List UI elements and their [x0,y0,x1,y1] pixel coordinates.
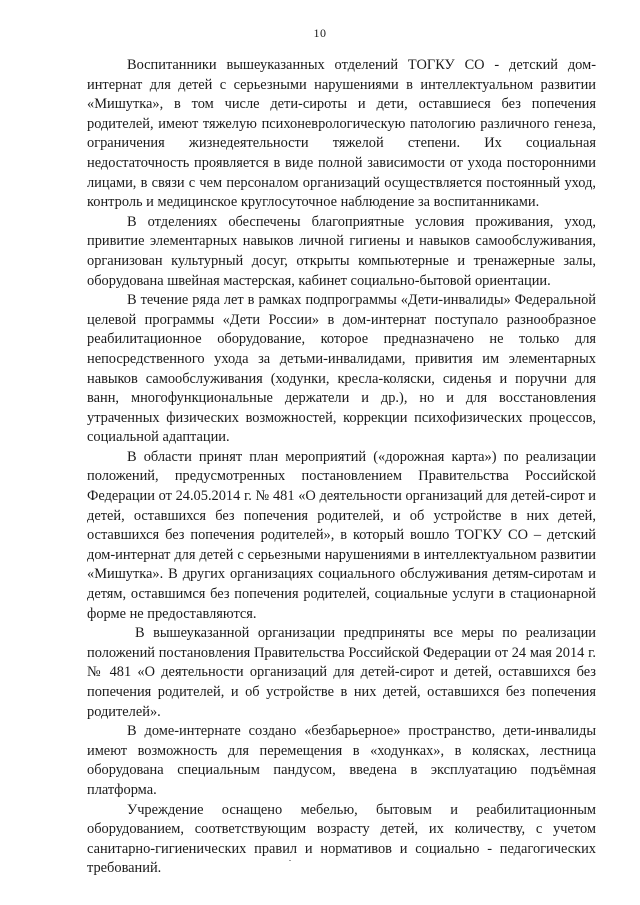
paragraph-equipment: Учреждение оснащено мебелью, бытовым и реабилитационным оборудованием, соответствующим возрасту детей, их количеству, с учетом санитарно-гигиенических правил и нормативов и социально - педагогических требований. [87,801,596,877]
page-number: 10 [313,26,327,40]
paragraph-living-conditions: В отделениях обеспечены благоприятные условия проживания, уход, привитие элементарных навыков личной гигиены и навыков самообслуживания, организован культурный досуг, открыты компьютерные и тренажерные залы, оборудована швейная мастерская, кабинет социально-бытовой ориентации. [87,213,596,289]
paragraph-residents-description: Воспитанники вышеуказанных отделений ТОГКУ СО - детский дом-интернат для детей с серьезными нарушениями в интеллектуальном развитии «Мишутка», в том числе дети-сироты и дети, оставшиеся без попечения родителей, имеют тяжелую психоневрологическую патологию различного генеза, ограничения жизнедеятельности тяжелой степени. Их социальная недостаточность проявляется в виде полной зависимости от ухода посторонними лицами, в связи с чем персоналом организаций осуществляется постоянный уход, контроль и медицинское круглосуточное наблюдение за воспитанниками. [87,57,596,211]
paragraph-measures-taken: В вышеуказанной организации предприняты все меры по реализации положений постановления Правительства Российской Федерации от 24 мая 2014 г. № 481 «О деятельности организаций для детей-сирот и детей, оставшихся без попечения родителей, и об устройстве в них детей, оставшихся без попечения родителей». [87,625,596,720]
paragraph-rehabilitation-equipment: В течение ряда лет в рамках подпрограммы «Дети-инвалиды» Федеральной целевой программы «Дети России» в дом-интернат поступало разнообразное реабилитационное оборудование, которое предназначено не только для непосредственного ухода за детьми-инвалидами, привития им элементарных навыков самообслуживания (ходунки, кресла-коляски, сиденья и поручни для ванн, многофункциональные держатели и др.), но и для восстановления утраченных физических возможностей, коррекции психофизических процессов, социальной адаптации. [87,292,596,446]
document-body [87,56,596,879]
scan-artifact [289,860,291,861]
paragraph-barrier-free: В доме-интернате создано «безбарьерное» пространство, дети-инвалиды имеют возможность для перемещения в «ходунках», в колясках, лестница оборудована специальным пандусом, введена в эксплуатацию подъёмная платформа. [87,723,596,798]
paragraph-road-map: В области принят план мероприятий («дорожная карта») по реализации положений, предусмотренных постановлением Правительства Российской Федерации от 24.05.2014 г. № 481 «О деятельности организаций для детей-сирот и детей, оставшихся без попечения родителей, и об устройстве в них детей, оставшихся без попечения родителей», в который вошло ТОГКУ СО – детский дом-интернат для детей с серьезными нарушениями в интеллектуальном развитии «Мишутка». В других организациях социального обслуживания детям-сиротам и детям, оставшимся без попечения родителей, социальные услуги в стационарной форме не предоставляются. [87,448,596,622]
